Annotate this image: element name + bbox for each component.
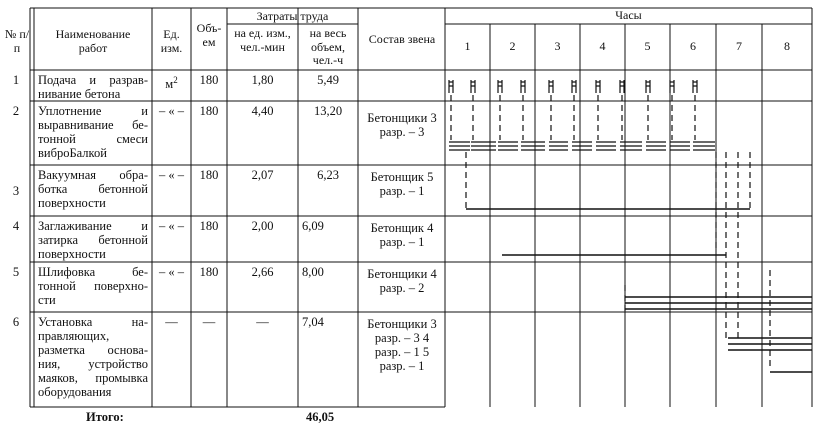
row1-unit: $м^2$ [165, 75, 178, 92]
row5-num: 5 [12, 265, 20, 279]
row6-total: 7,04 [302, 315, 324, 329]
row3-volume: 180 [199, 168, 219, 182]
row3-crew: Бетонщик 5 разр. – 1 [370, 170, 434, 198]
row5-crew: Бетонщики 4 разр. – 2 [367, 267, 437, 295]
row6-per-unit: — [256, 315, 269, 329]
row2-crew: Бетонщики 3 разр. – 3 [367, 111, 437, 139]
row6-name: Установка на-правляющих, разметка основа-ния, устройство маяков, промывка оборудования [38, 315, 148, 399]
row3-per-unit: 2,07 [251, 168, 274, 182]
row2-per-unit: 4,40 [251, 104, 274, 118]
gantt-bars [449, 80, 812, 372]
row5-per-unit: 2,66 [251, 265, 274, 279]
row5-unit: – « – [159, 265, 184, 279]
hour-7: 7 [736, 39, 742, 53]
row5-name: Шлифовка бе-тонной поверхно-сти [38, 265, 148, 307]
hour-4: 4 [599, 39, 606, 53]
row5-volume: 180 [199, 265, 219, 279]
row2-volume: 180 [199, 104, 219, 118]
row4-unit: – « – [159, 219, 184, 233]
header-labor-per-unit: на ед. изм., чел.-мин [234, 26, 291, 54]
footer-total: 46,05 [306, 410, 335, 424]
row4-name: Заглаживание и затирка бетонной поверхности [38, 219, 148, 261]
task2-bars [449, 142, 715, 150]
hour-8: 8 [784, 39, 790, 53]
row1-volume: 180 [199, 73, 219, 87]
row1-num: 1 [12, 73, 20, 87]
row1-total: 5,49 [317, 73, 339, 87]
header-labor-total: на весь объем, чел.-ч [309, 26, 347, 67]
row6-volume: — [202, 315, 216, 329]
task5-bar [625, 297, 812, 309]
hour-1: 1 [464, 39, 471, 53]
row6-num: 6 [12, 315, 20, 329]
row2-unit: – « – [159, 104, 184, 118]
row2-total: 13,20 [313, 104, 343, 118]
row2-name: Уплотнение и выравнивание бе-тонной смеси виброБалкой [38, 104, 148, 160]
row3-unit: – « – [159, 168, 184, 182]
header-unit: Ед. изм. [160, 27, 183, 55]
row3-name: Вакуумная обра-ботка бетонной поверхности [38, 168, 148, 210]
row4-volume: 180 [199, 219, 219, 233]
row4-total: 6,09 [302, 219, 324, 233]
header-hours-title: Часы [615, 8, 642, 22]
row3-total: 6,23 [317, 168, 339, 182]
header-name: Наименование работ [55, 27, 131, 55]
task2-links [451, 95, 695, 140]
header-volume: Объ-ем [196, 21, 222, 49]
header-crew: Состав звена [368, 32, 436, 46]
footer-label: Итого: [86, 410, 124, 424]
row4-per-unit: 2,00 [251, 219, 274, 233]
hour-5: 5 [644, 39, 651, 53]
row1-per-unit: 1,80 [251, 73, 274, 87]
row2-num: 2 [12, 104, 20, 118]
row3-num: 3 [12, 184, 20, 198]
row5-total: 8,00 [302, 265, 324, 279]
task1-bars [449, 80, 697, 93]
header-num: № п/п [4, 27, 30, 55]
task6-bar [728, 338, 812, 350]
hour-3: 3 [554, 39, 561, 53]
row1-name: Подача и разрав-нивание бетона [38, 73, 148, 101]
row6-crew: Бетонщики 3 разр. – 3 4 разр. – 1 5 разр. – 1 [367, 317, 437, 373]
hour-2: 2 [509, 39, 516, 53]
row4-num: 4 [12, 219, 20, 233]
row6-unit: — [165, 315, 178, 329]
header-labor-group: Затраты труда [256, 9, 329, 23]
row4-crew: Бетонщик 4 разр. – 1 [370, 221, 434, 249]
hour-6: 6 [690, 39, 696, 53]
